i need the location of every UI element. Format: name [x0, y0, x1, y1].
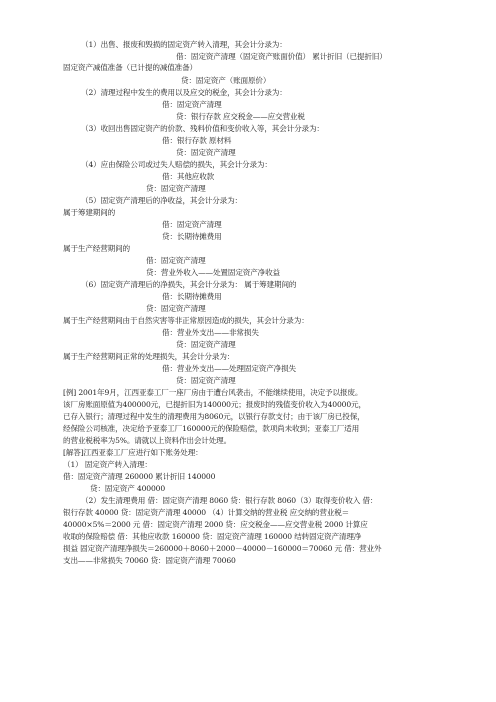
line-25: 借：营业外支出——非常损失	[162, 328, 259, 337]
line-14: （5）固定资产清理后的净收益，其会计分录为：	[81, 196, 242, 205]
line-18: 属于生产经营期间的	[63, 244, 130, 253]
line-35: [解答]江西亚泰工厂应进行如下账务处理：	[63, 448, 203, 457]
line-12: 借：其他应收款	[162, 172, 215, 181]
line-37: 借：固定资产清理 260000 累计折旧 140000	[63, 472, 216, 481]
line-39: （2）发生清理费用 借：固定资产清理 8060 贷：银行存款 8060（3）取得变价收入 借：	[81, 496, 378, 505]
line-11: （4）应由保险公司或过失人赔偿的损失，其会计分录为：	[81, 160, 272, 169]
line-31: 该厂房账面原值为400000元，已提折旧为140000元；报废时的残值变价收入为40000元，	[63, 400, 366, 409]
line-6: 借：固定资产清理	[162, 100, 222, 109]
line-26: 贷：固定资产清理	[176, 340, 236, 349]
line-13: 贷：固定资产清理	[146, 184, 206, 193]
line-29: 贷：固定资产清理	[176, 376, 236, 385]
line-36: （1） 固定资产转入清理：	[63, 460, 152, 469]
line-7: 贷：银行存款 应交税金——应交营业税	[176, 112, 305, 121]
line-8: （3）收回出售固定资产的价款、残料价值和变价收入等，其会计分录为：	[81, 124, 324, 133]
line-2: 借：固定资产清理（固定资产账面价值） 累计折旧（已提折旧）	[176, 52, 387, 61]
line-43: 损益 固定资产清理净损失＝260000＋8060＋2000－40000－160000＝70060 元 借：营业外	[63, 544, 382, 553]
line-15: 属于筹建期间的	[63, 208, 116, 217]
line-40: 银行存款 40000 贷：固定资产清理 40000 （4）计算交纳的营业税 应交纳的营业税＝	[63, 508, 350, 517]
line-34: 的营业税税率为5%。请就以上资料作出会计处理。	[63, 436, 232, 445]
line-17: 贷：长期待摊费用	[162, 232, 222, 241]
line-21: （6）固定资产清理后的净损失，其会计分录为： 属于筹建期间的	[81, 280, 297, 289]
line-16: 借：固定资产清理	[162, 220, 222, 229]
line-41: 40000×5%＝2000 元 借：固定资产清理 2000 贷：应交税金——应交营业税 2000 计算应	[63, 520, 368, 529]
line-20: 贷：营业外收入——处置固定资产净收益	[146, 268, 280, 277]
line-38: 贷：固定资产 400000	[90, 484, 166, 493]
line-24: 属于生产经营期间由于自然灾害等非正常原因造成的损失，其会计分录为：	[63, 316, 309, 325]
line-10: 贷：固定资产清理	[176, 148, 236, 157]
line-1: （1）出售、报废和毁损的固定资产转入清理，其会计分录为：	[81, 40, 287, 49]
line-19: 借：固定资产清理	[146, 256, 206, 265]
line-44: 支出——非常损失 70060 贷：固定资产清理 70060	[63, 556, 236, 565]
line-33: 经保险公司核准，决定给予亚泰工厂160000元的保险赔偿，款项尚未收到；亚泰工厂适用	[63, 424, 360, 433]
line-5: （2）清理过程中发生的费用以及应交的税金，其会计分录为：	[81, 88, 287, 97]
line-30: [例] 2001年9月，江西亚泰工厂一座厂房由于遭台风袭击，不能继续使用，决定予以报废。	[63, 388, 363, 397]
line-3: 固定资产减值准备（已计提的减值准备）	[63, 63, 197, 72]
line-28: 借：营业外支出——处理固定资产净损失	[162, 364, 296, 373]
line-23: 贷：固定资产清理	[146, 304, 206, 313]
line-32: 已存入银行；清理过程中发生的清理费用为8060元，以银行存款支付；由于该厂房已投保，	[63, 412, 365, 421]
line-27: 属于生产经营期间正常的处理损失，其会计分录为：	[63, 352, 235, 361]
line-22: 借：长期待摊费用	[162, 292, 222, 301]
line-9: 借：银行存款 原材料	[162, 136, 232, 145]
line-4: 贷：固定资产（账面原价）	[181, 76, 271, 85]
line-42: 收取的保险赔偿 借：其他应收款 160000 贷：固定资产清理 160000 结转固定资产清理净	[63, 532, 362, 541]
